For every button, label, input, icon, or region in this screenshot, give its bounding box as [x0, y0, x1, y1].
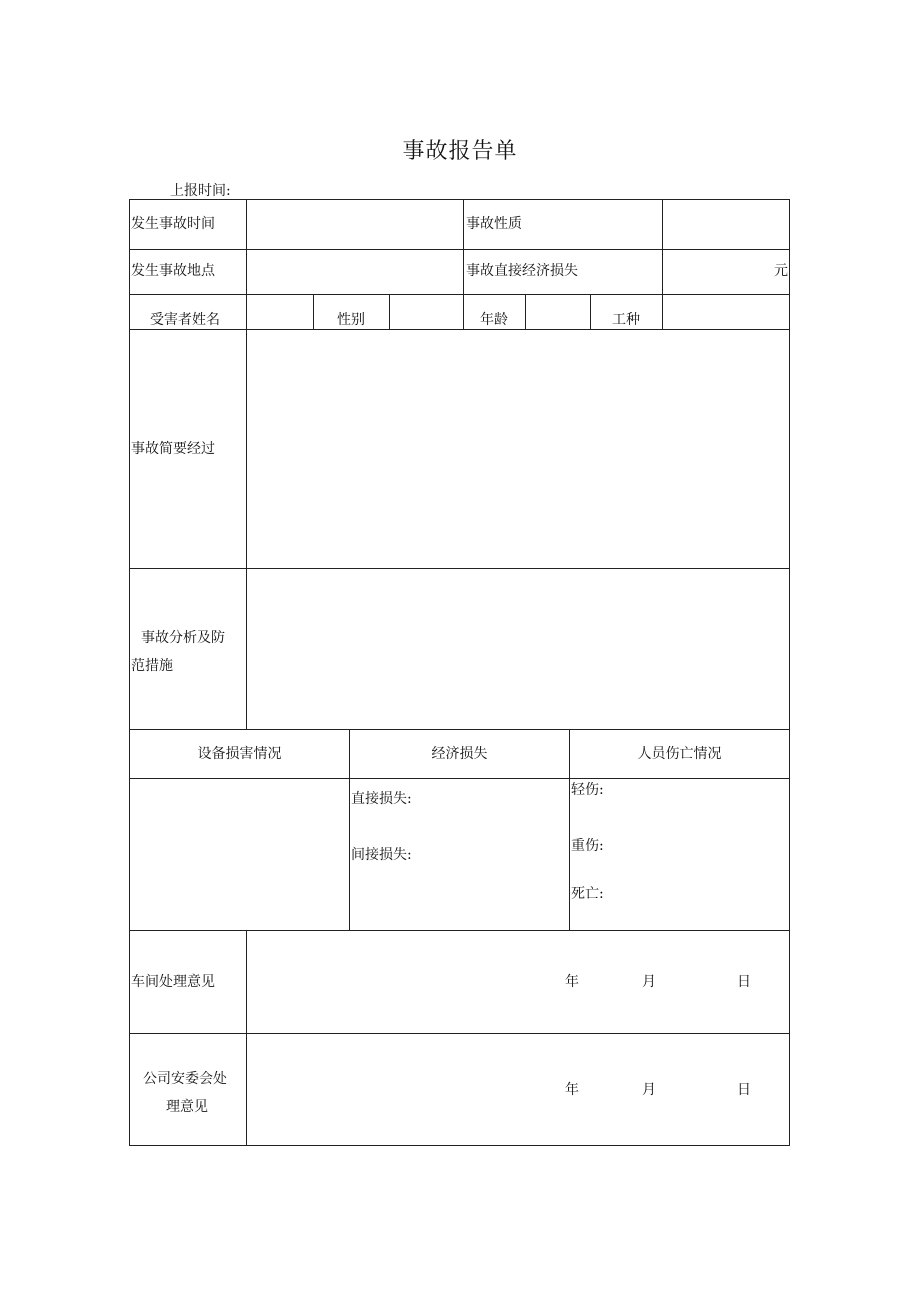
- row-divider: [129, 729, 790, 730]
- row-divider: [129, 249, 790, 250]
- workshop-date-day: 日: [737, 974, 751, 990]
- age-label: 年龄: [480, 312, 508, 328]
- company-opinion-label-line2: 理意见: [166, 1099, 208, 1115]
- analysis-label-line2: 范措施: [131, 658, 173, 674]
- column-divider: [525, 294, 526, 329]
- accident-place-label: 发生事故地点: [131, 263, 215, 279]
- column-divider: [313, 294, 314, 329]
- casualty-header: 人员伤亡情况: [637, 746, 722, 762]
- equipment-damage-header: 设备损害情况: [197, 746, 282, 762]
- table-border-left: [129, 199, 130, 1146]
- direct-economic-loss-label: 事故直接经济损失: [466, 263, 578, 279]
- column-divider: [389, 294, 390, 329]
- company-date-day: 日: [737, 1082, 751, 1098]
- gender-label: 性别: [337, 312, 365, 328]
- company-date-month: 月: [642, 1082, 656, 1098]
- row-divider: [129, 329, 790, 330]
- economic-loss-header: 经济损失: [431, 746, 488, 762]
- indirect-loss-label: 间接损失:: [351, 847, 412, 863]
- workshop-date-month: 月: [642, 974, 656, 990]
- company-date-year: 年: [565, 1082, 579, 1098]
- accident-time-label: 发生事故时间: [131, 216, 215, 232]
- table-border-top: [129, 199, 790, 200]
- row-divider: [129, 1033, 790, 1034]
- accident-summary-label: 事故简要经过: [131, 441, 215, 457]
- table-border-right: [789, 199, 790, 1146]
- job-type-label: 工种: [612, 312, 640, 328]
- workshop-date-year: 年: [565, 974, 579, 990]
- death-label: 死亡:: [571, 886, 604, 902]
- column-divider: [246, 199, 247, 729]
- accident-nature-label: 事故性质: [466, 216, 522, 232]
- row-divider: [129, 294, 790, 295]
- minor-injury-label: 轻伤:: [571, 782, 604, 798]
- row-divider: [129, 778, 790, 779]
- direct-loss-label: 直接损失:: [351, 791, 412, 807]
- row-divider: [129, 568, 790, 569]
- currency-unit: 元: [774, 263, 788, 279]
- page-title: 事故报告单: [402, 139, 518, 164]
- serious-injury-label: 重伤:: [571, 838, 604, 854]
- row-divider: [129, 930, 790, 931]
- report-time-label: 上报时间:: [170, 183, 231, 199]
- column-divider: [662, 199, 663, 329]
- workshop-opinion-label: 车间处理意见: [131, 974, 215, 990]
- analysis-label-line1: 事故分析及防: [141, 630, 225, 646]
- column-divider: [463, 199, 464, 329]
- company-opinion-label-line1: 公司安委会处: [143, 1071, 227, 1087]
- table-border-bottom: [129, 1145, 790, 1146]
- column-divider: [246, 930, 247, 1145]
- victim-name-label: 受害者姓名: [150, 312, 220, 328]
- column-divider: [590, 294, 591, 329]
